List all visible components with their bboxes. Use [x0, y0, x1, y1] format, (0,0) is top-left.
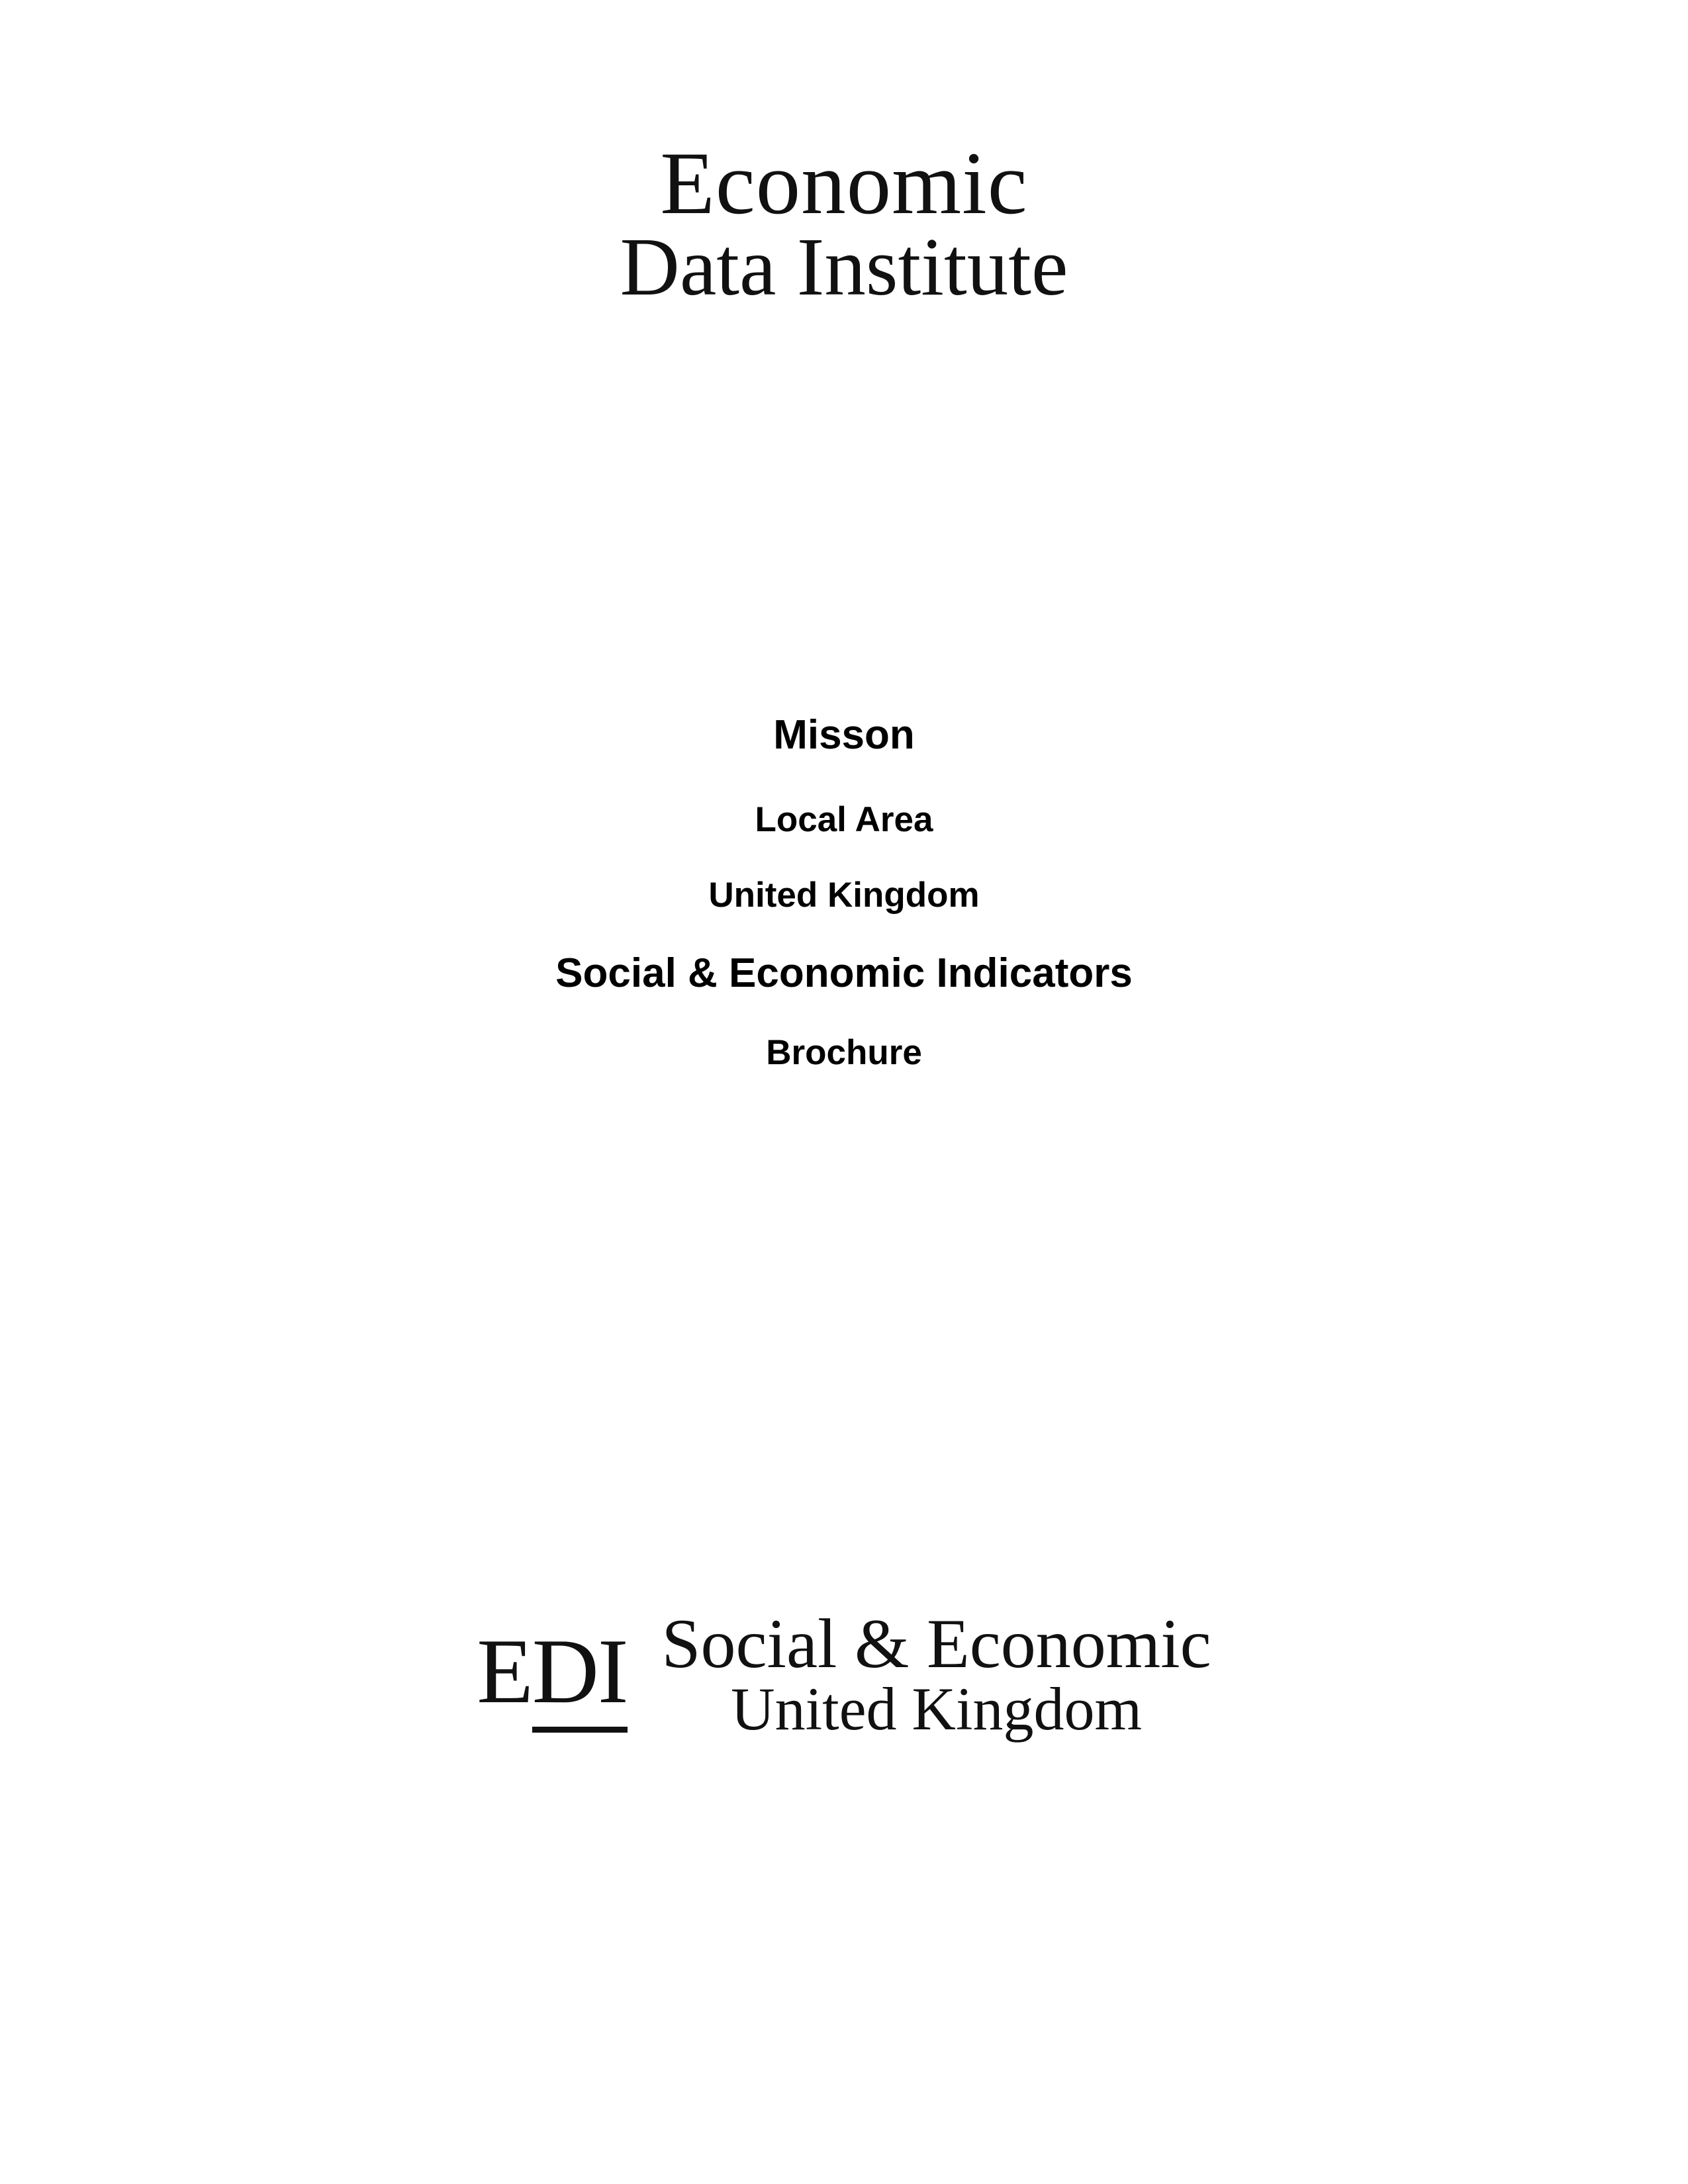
edi-letter-i: I — [598, 1620, 628, 1733]
title-line-geography-type: Local Area — [755, 800, 933, 839]
title-line-country: United Kingdom — [708, 876, 980, 915]
title-line-subject: Social & Economic Indicators — [555, 950, 1133, 996]
edi-acronym — [477, 1620, 628, 1725]
edi-letter-d: D — [532, 1620, 598, 1733]
footer-brand-lockup — [0, 1605, 1688, 1743]
footer-tagline — [661, 1605, 1211, 1743]
footer-tagline-line-1: Social & Economic — [661, 1605, 1211, 1682]
publisher-logo-line-2: Data Institute — [620, 222, 1068, 313]
edi-letter-e: E — [477, 1620, 532, 1723]
publisher-logo-line-1: Economic — [660, 134, 1028, 233]
footer-tagline-line-2: United Kingdom — [731, 1675, 1143, 1743]
cover-title-block — [0, 711, 1688, 1073]
title-line-area-name: Misson — [773, 712, 915, 758]
title-line-document-type: Brochure — [766, 1033, 922, 1072]
publisher-logo — [0, 134, 1688, 313]
